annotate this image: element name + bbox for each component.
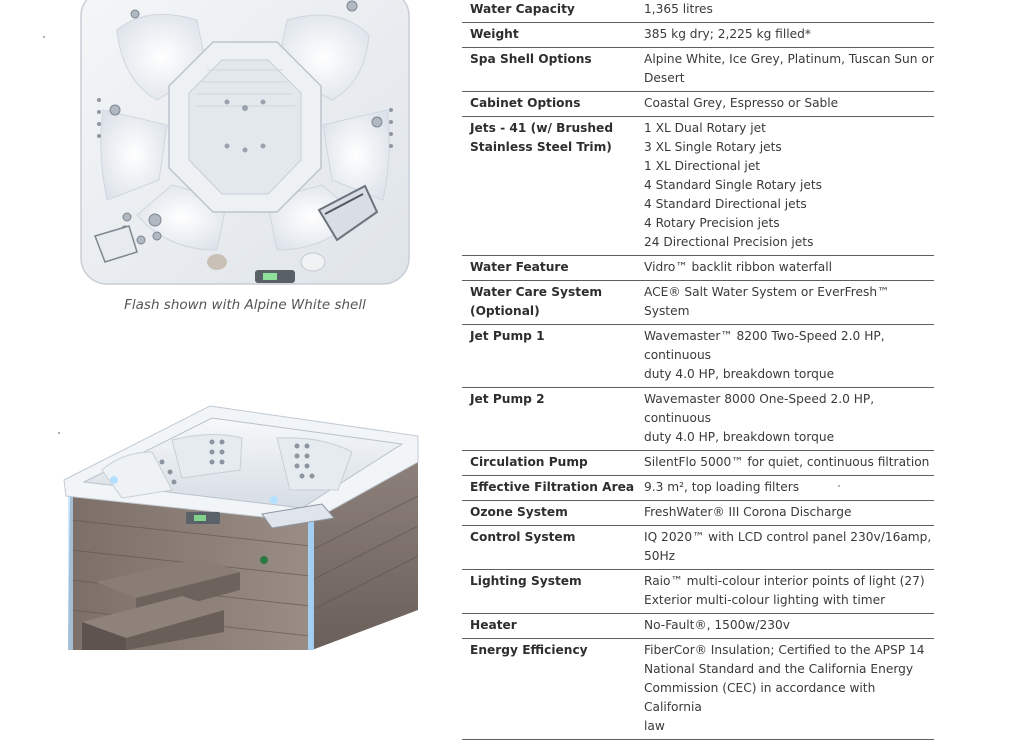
spec-label: Weight (470, 27, 519, 41)
spec-label: Water Feature (470, 260, 569, 274)
spec-values (644, 0, 934, 19)
spec-row (462, 48, 934, 92)
spec-label: Jets - 41 (w/ Brushed Stainless Steel Trim) (470, 121, 614, 154)
spec-value-line: FiberCor® Insulation; Certified to the APSP 14 (644, 643, 925, 657)
spa-perspective-image (62, 400, 424, 650)
spec-value-line: FreshWater® III Corona Discharge (644, 505, 852, 519)
spec-row (462, 325, 934, 388)
spec-label: Ozone System (470, 505, 568, 519)
spec-label: Cabinet Options (470, 96, 581, 110)
spec-label: Jet Pump 2 (470, 392, 545, 406)
spec-values (644, 390, 934, 447)
scan-speck (58, 432, 60, 434)
spec-row (462, 23, 934, 48)
spec-value-line: Commission (CEC) in accordance with California (644, 681, 876, 714)
spec-label: Lighting System (470, 574, 582, 588)
spec-label: Effective Filtration Area (470, 480, 635, 494)
spec-row (462, 526, 934, 570)
spec-value-line: Wavemaster™ 8200 Two-Speed 2.0 HP, continuous (644, 329, 885, 362)
spa-top-view-image (77, 0, 413, 288)
spec-values (644, 478, 934, 497)
spec-label: Heater (470, 618, 517, 632)
spec-values (644, 283, 934, 321)
spec-label: Water Capacity (470, 2, 575, 16)
spec-row (462, 476, 934, 501)
spec-table (462, 0, 934, 740)
spec-values (644, 25, 934, 44)
spec-values (644, 50, 934, 88)
spec-value-line: 385 kg dry; 2,225 kg filled* (644, 27, 811, 41)
spec-value-line: SilentFlo 5000™ for quiet, continuous filtration (644, 455, 930, 469)
spec-value-line: Wavemaster 8000 One-Speed 2.0 HP, continuous (644, 392, 875, 425)
spec-row (462, 0, 934, 23)
spec-value-line: law (644, 719, 665, 733)
spec-row (462, 639, 934, 740)
spec-row (462, 614, 934, 639)
spec-value-line: 4 Rotary Precision jets (644, 216, 780, 230)
spec-row (462, 256, 934, 281)
spec-row (462, 501, 934, 526)
spec-row (462, 281, 934, 325)
spec-value-line: Desert (644, 71, 685, 85)
spec-value-line: Exterior multi-colour lighting with timer (644, 593, 886, 607)
spec-row (462, 388, 934, 451)
spec-label: Jet Pump 1 (470, 329, 545, 343)
spec-value-line: 1,365 litres (644, 2, 713, 16)
spec-value-line: 50Hz (644, 549, 676, 563)
spec-value-line: Coastal Grey, Espresso or Sable (644, 96, 839, 110)
spec-values (644, 327, 934, 384)
spec-row (462, 570, 934, 614)
spec-value-line: 1 XL Directional jet (644, 159, 761, 173)
spec-value-line: No-Fault®, 1500w/230v (644, 618, 790, 632)
image-caption: Flash shown with Alpine White shell (124, 297, 366, 313)
spec-value-line: Raio™ multi-colour interior points of light (27) (644, 574, 925, 588)
spec-value-line: duty 4.0 HP, breakdown torque (644, 367, 835, 381)
spec-values (644, 94, 934, 113)
spec-value-line: 4 Standard Directional jets (644, 197, 807, 211)
spec-value-line: duty 4.0 HP, breakdown torque (644, 430, 835, 444)
spec-value-line: 3 XL Single Rotary jets (644, 140, 782, 154)
spec-value-line: Vidro™ backlit ribbon waterfall (644, 260, 833, 274)
spec-values (644, 616, 934, 635)
spec-values (644, 453, 934, 472)
spec-values (644, 528, 934, 566)
spec-label: Spa Shell Options (470, 52, 592, 66)
spec-values (644, 119, 934, 252)
spec-values (644, 641, 934, 736)
spec-row (462, 92, 934, 117)
spec-label: Circulation Pump (470, 455, 588, 469)
spec-values (644, 572, 934, 610)
spec-value-line: ACE® Salt Water System or EverFresh™ System (644, 285, 890, 318)
spec-value-line: 24 Directional Precision jets (644, 235, 814, 249)
spec-value-line: National Standard and the California Energy (644, 662, 914, 676)
spec-values (644, 258, 934, 277)
spec-label: Energy Efficiency (470, 643, 588, 657)
spec-value-line: 9.3 m², top loading filters (644, 480, 800, 494)
scan-speck (43, 36, 45, 38)
spec-label: Control System (470, 530, 576, 544)
spec-values (644, 503, 934, 522)
spec-row (462, 451, 934, 476)
spec-value-line: 1 XL Dual Rotary jet (644, 121, 766, 135)
spec-label: Water Care System (Optional) (470, 285, 603, 318)
spec-row (462, 117, 934, 256)
spec-value-line: Alpine White, Ice Grey, Platinum, Tuscan Sun or (644, 52, 934, 66)
scan-speck (838, 485, 840, 487)
spec-value-line: IQ 2020™ with LCD control panel 230v/16amp, (644, 530, 932, 544)
spec-value-line: 4 Standard Single Rotary jets (644, 178, 823, 192)
